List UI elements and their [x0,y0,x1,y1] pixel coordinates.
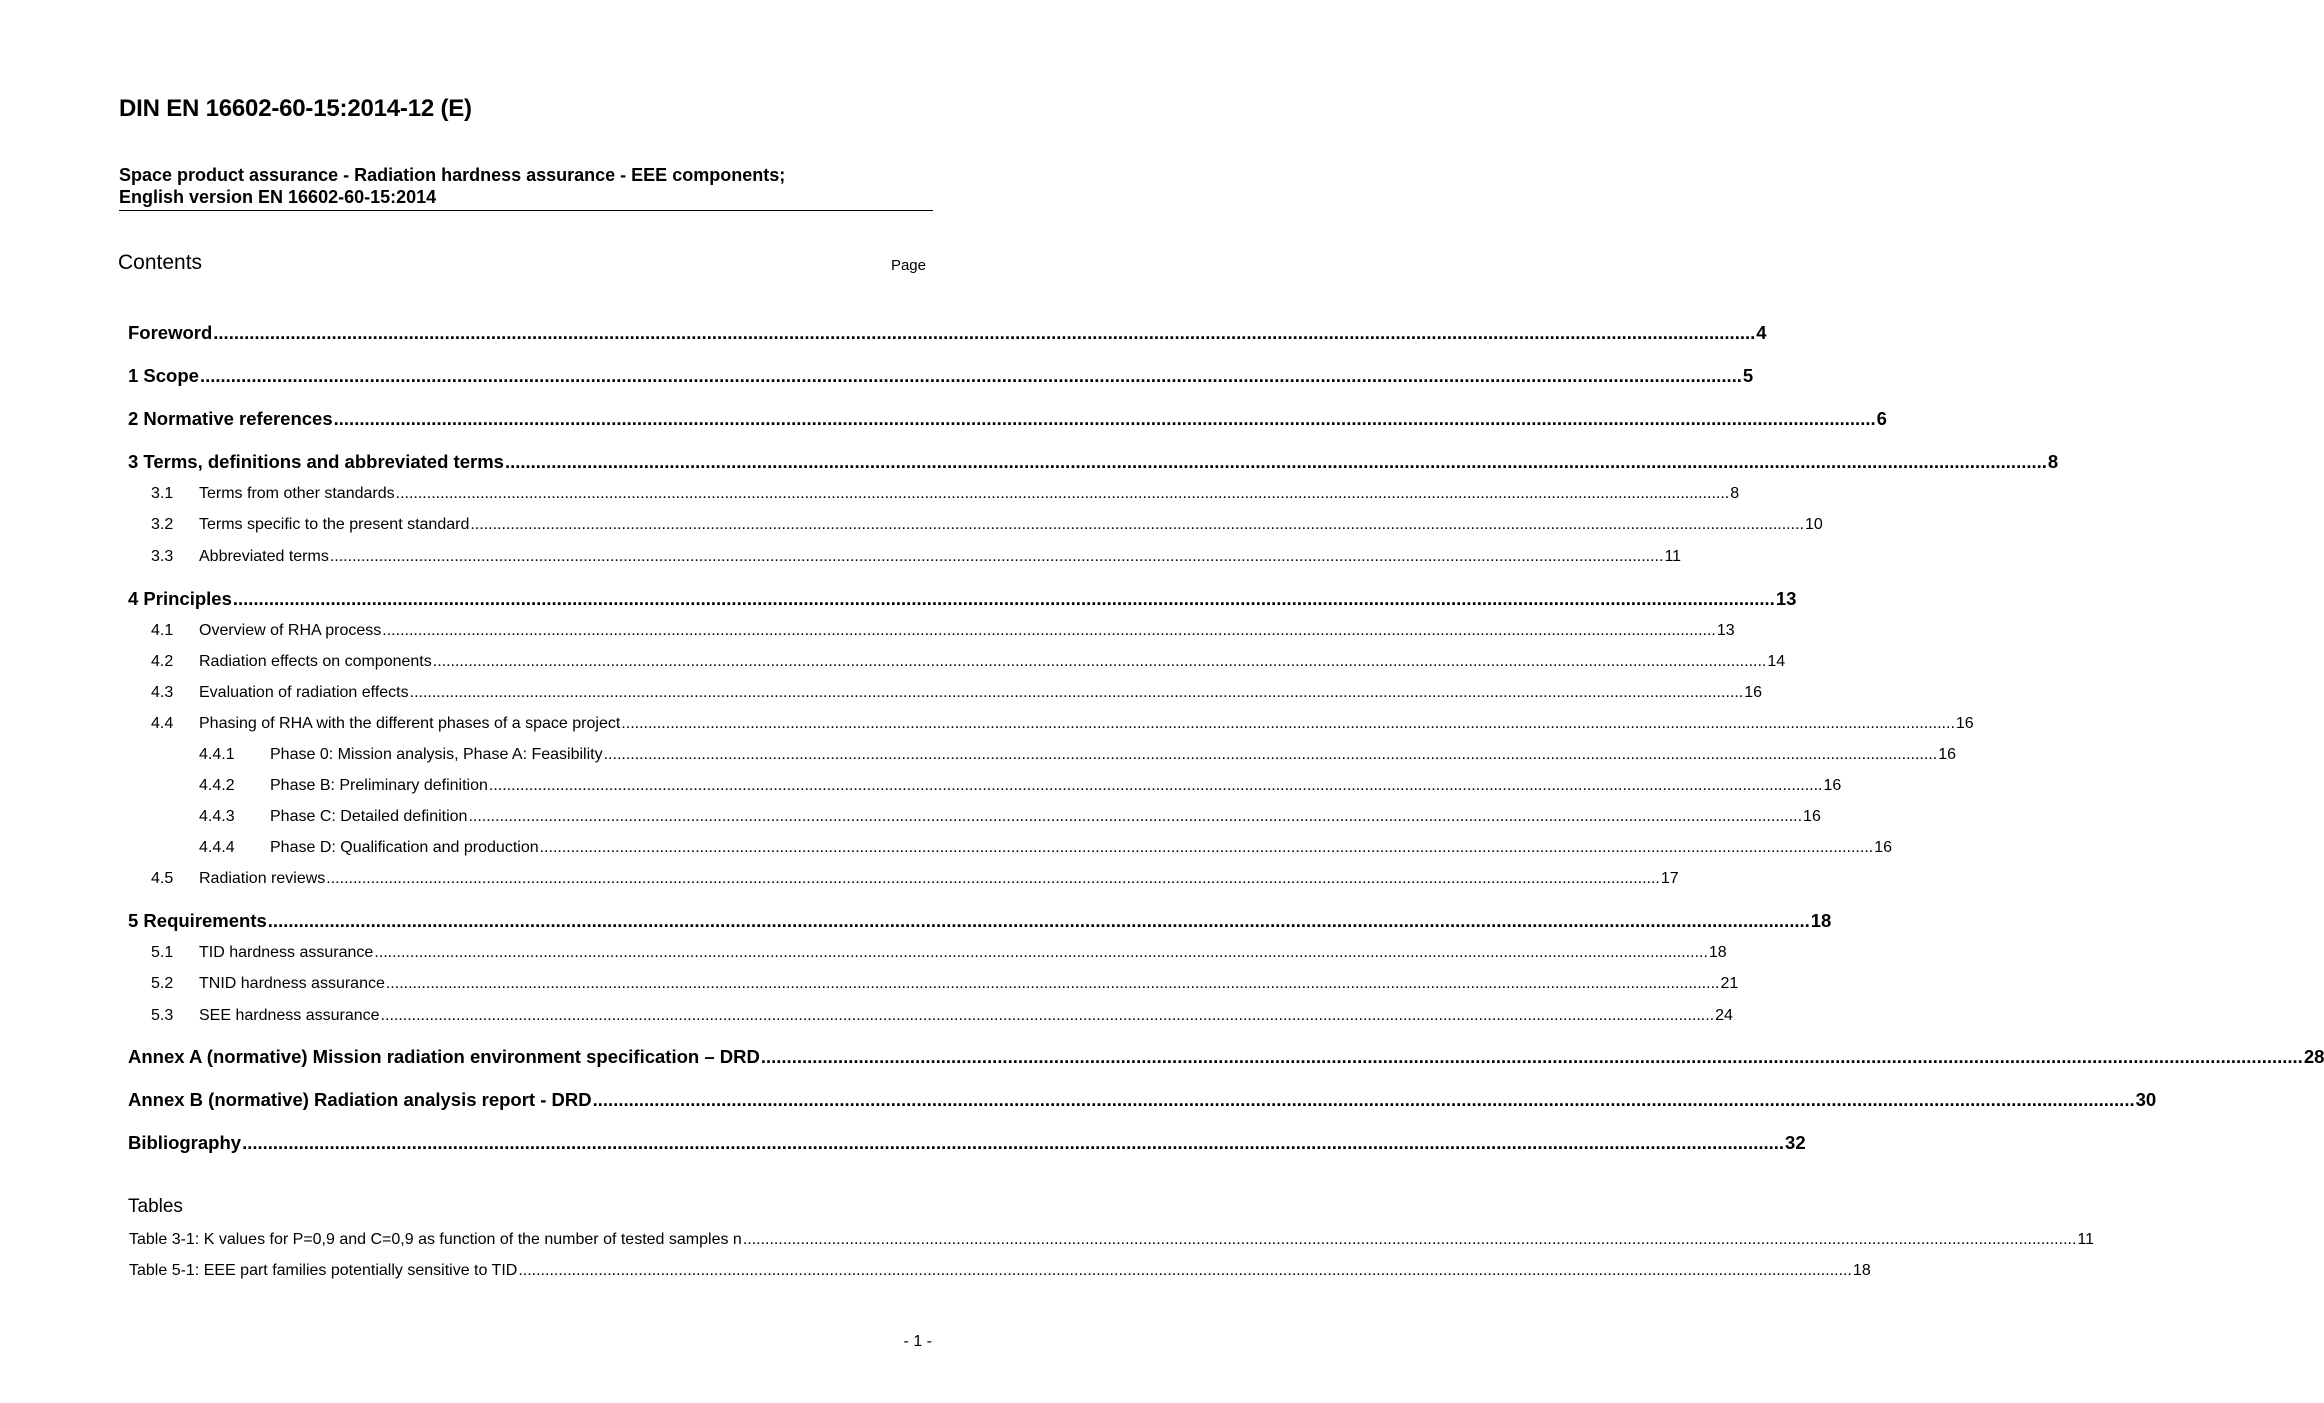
toc-entry-title: 4 Principles [128,588,232,609]
toc-entry-number: 4.4.1 [199,746,235,763]
toc-entry-requirements[interactable] [128,910,1832,932]
toc-entry-title: 1 Scope [128,365,199,386]
page-number: - 1 - [903,1333,932,1350]
toc-entry-title: Phase D: Qualification and production [270,839,539,856]
toc-entry-4-4[interactable] [151,715,1974,733]
toc-entry-4-3[interactable] [151,684,1763,702]
toc-entry-page: 4 [1756,322,1767,343]
toc-entry-title: TNID hardness assurance [199,975,385,992]
dot-leader: ............................................................................................................................................................................................................................................................................................................ [326,870,1660,887]
toc-entry-page: 13 [1775,588,1797,609]
toc-entry-page: 21 [1720,975,1739,992]
toc-entry-page: 28 [2303,1046,2324,1067]
toc-entry-page: 16 [1823,777,1842,794]
dot-leader: ............................................................................................................................................................................................................................................................................................................ [621,715,1955,732]
table-entry-page: 11 [2077,1231,2095,1248]
toc-entry-page: 11 [1664,548,1682,565]
toc-entry-annex-a[interactable] [128,1046,2324,1068]
toc-entry-annex-b[interactable] [128,1089,2157,1111]
toc-entry-5-1[interactable] [151,944,1727,962]
toc-entry-terms[interactable] [128,451,2059,473]
toc-entry-title: Evaluation of radiation effects [199,684,409,701]
toc-entry-page: 13 [1716,622,1735,639]
toc-entry-number: 3.2 [151,516,174,533]
toc-entry-title: Overview of RHA process [199,622,382,639]
toc-entry-3-3[interactable] [151,548,1682,566]
tables-heading: Tables [128,1196,183,1217]
dot-leader: ............................................................................................................................................................................................................................................................................................................ [468,808,1803,825]
dot-leader: ............................................................................................................................................................................................................................................................................................................ [380,1007,1715,1024]
toc-entry-number: 4.5 [151,870,174,887]
dot-leader: ............................................................................................................................................................................................................................................................................................................ [213,322,1756,343]
page-column-label: Page [890,257,926,274]
toc-entry-number: 4.2 [151,653,174,670]
toc-entry-number: 4.1 [151,622,174,639]
dot-leader: ............................................................................................................................................................................................................................................................................................................ [603,746,1938,763]
document-title: DIN EN 16602-60-15:2014-12 (E) [119,95,472,122]
toc-entry-title: TID hardness assurance [199,944,374,961]
toc-entry-title: 2 Normative references [128,408,333,429]
toc-entry-title: Annex B (normative) Radiation analysis report - DRD [128,1089,592,1110]
toc-entry-page: 24 [1715,1007,1733,1024]
toc-entry-5-2[interactable] [151,975,1739,993]
toc-entry-title: Terms specific to the present standard [199,516,470,533]
toc-entry-page: 17 [1660,870,1679,887]
table-entry-3-1[interactable] [129,1231,2095,1249]
toc-entry-number: 4.4.3 [199,808,235,825]
toc-entry-page: 8 [2047,451,2059,472]
dot-leader: ............................................................................................................................................................................................................................................................................................................ [232,588,1775,609]
dot-leader: ............................................................................................................................................................................................................................................................................................................ [385,975,1720,992]
table-entry-title: Table 5-1: EEE part families potentially sensitive to TID [129,1262,518,1279]
dot-leader: ............................................................................................................................................................................................................................................................................................................ [267,910,1810,931]
toc-entry-page: 16 [1955,715,1974,732]
toc-entry-title: Phase 0: Mission analysis, Phase A: Feasibility [270,746,603,763]
toc-entry-page: 8 [1730,485,1740,502]
toc-entry-number: 5.1 [151,944,174,961]
table-entry-page: 18 [1852,1262,1871,1279]
toc-entry-page: 18 [1708,944,1727,961]
dot-leader: ............................................................................................................................................................................................................................................................................................................ [329,548,1664,565]
dot-leader: ............................................................................................................................................................................................................................................................................................................ [504,451,2047,472]
toc-entry-title: Terms from other standards [199,485,395,502]
toc-entry-page: 16 [1744,684,1763,701]
toc-entry-4-1[interactable] [151,622,1735,640]
toc-entry-number: 4.4.2 [199,777,235,794]
toc-entry-page: 30 [2135,1089,2157,1110]
toc-entry-4-4-1[interactable] [199,746,1956,764]
toc-entry-title: SEE hardness assurance [199,1007,380,1024]
toc-entry-number: 5.2 [151,975,174,992]
toc-entry-3-2[interactable] [151,516,1823,534]
toc-entry-page: 32 [1785,1132,1806,1153]
dot-leader: ............................................................................................................................................................................................................................................................................................................ [470,516,1804,533]
toc-entry-title: Abbreviated terms [199,548,329,565]
toc-entry-normative-references[interactable] [128,408,1887,430]
dot-leader: ............................................................................................................................................................................................................................................................................................................ [539,839,1874,856]
toc-entry-title: 3 Terms, definitions and abbreviated terms [128,451,504,472]
document-subtitle [119,164,933,211]
toc-entry-number: 4.3 [151,684,174,701]
toc-entry-page: 10 [1804,516,1823,533]
subtitle-line-1: Space product assurance - Radiation hardness assurance - EEE components; [119,165,786,185]
toc-entry-page: 14 [1767,653,1786,670]
toc-entry-title: Radiation reviews [199,870,326,887]
dot-leader: ............................................................................................................................................................................................................................................................................................................ [409,684,1744,701]
toc-entry-4-4-2[interactable] [199,777,1842,795]
toc-entry-4-4-4[interactable] [199,839,1892,857]
table-entry-title: Table 3-1: K values for P=0,9 and C=0,9 as function of the number of tested samples n [129,1231,742,1248]
toc-entry-4-4-3[interactable] [199,808,1821,826]
table-entry-5-1[interactable] [129,1262,1871,1280]
toc-entry-title: Annex A (normative) Mission radiation environment specification – DRD [128,1046,760,1067]
toc-entry-4-2[interactable] [151,653,1786,671]
dot-leader: ............................................................................................................................................................................................................................................................................................................ [432,653,1767,670]
toc-entry-page: 5 [1742,365,1754,386]
dot-leader: ............................................................................................................................................................................................................................................................................................................ [592,1089,2135,1110]
toc-entry-number: 5.3 [151,1007,174,1024]
toc-entry-number: 3.3 [151,548,174,565]
toc-entry-title: Phase B: Preliminary definition [270,777,488,794]
dot-leader: ............................................................................................................................................................................................................................................................................................................ [395,485,1730,502]
dot-leader: ............................................................................................................................................................................................................................................................................................................ [518,1262,1852,1279]
toc-entry-title: Radiation effects on components [199,653,432,670]
dot-leader: ............................................................................................................................................................................................................................................................................................................ [488,777,1823,794]
toc-entry-bibliography[interactable] [128,1132,1806,1154]
toc-entry-3-1[interactable] [151,485,1740,503]
dot-leader: ............................................................................................................................................................................................................................................................................................................ [760,1046,2303,1067]
dot-leader: ............................................................................................................................................................................................................................................................................................................ [374,944,1708,961]
toc-entry-principles[interactable] [128,588,1797,610]
toc-entry-title: Phasing of RHA with the different phases of a space project [199,715,621,732]
toc-entry-number: 3.1 [151,485,174,502]
toc-entry-5-3[interactable] [151,1007,1733,1025]
toc-entry-number: 4.4 [151,715,174,732]
dot-leader: ............................................................................................................................................................................................................................................................................................................ [242,1132,1785,1153]
toc-entry-page: 16 [1803,808,1821,825]
toc-entry-title: Foreword [128,322,213,343]
toc-entry-4-5[interactable] [151,870,1679,888]
toc-entry-page: 16 [1874,839,1892,856]
toc-entry-page: 18 [1810,910,1832,931]
dot-leader: ............................................................................................................................................................................................................................................................................................................ [742,1231,2077,1248]
toc-entry-scope[interactable] [128,365,1754,387]
contents-heading: Contents [118,251,203,274]
toc-entry-page: 16 [1938,746,1956,763]
dot-leader: ............................................................................................................................................................................................................................................................................................................ [333,408,1876,429]
subtitle-line-2: English version EN 16602-60-15:2014 [119,187,437,207]
dot-leader: ............................................................................................................................................................................................................................................................................................................ [382,622,1716,639]
toc-entry-page: 6 [1876,408,1887,429]
toc-entry-number: 4.4.4 [199,839,235,856]
dot-leader: ............................................................................................................................................................................................................................................................................................................ [199,365,1742,386]
toc-entry-foreword[interactable] [128,322,1767,344]
toc-entry-title: 5 Requirements [128,910,267,931]
toc-entry-title: Phase C: Detailed definition [270,808,468,825]
toc-entry-title: Bibliography [128,1132,242,1153]
